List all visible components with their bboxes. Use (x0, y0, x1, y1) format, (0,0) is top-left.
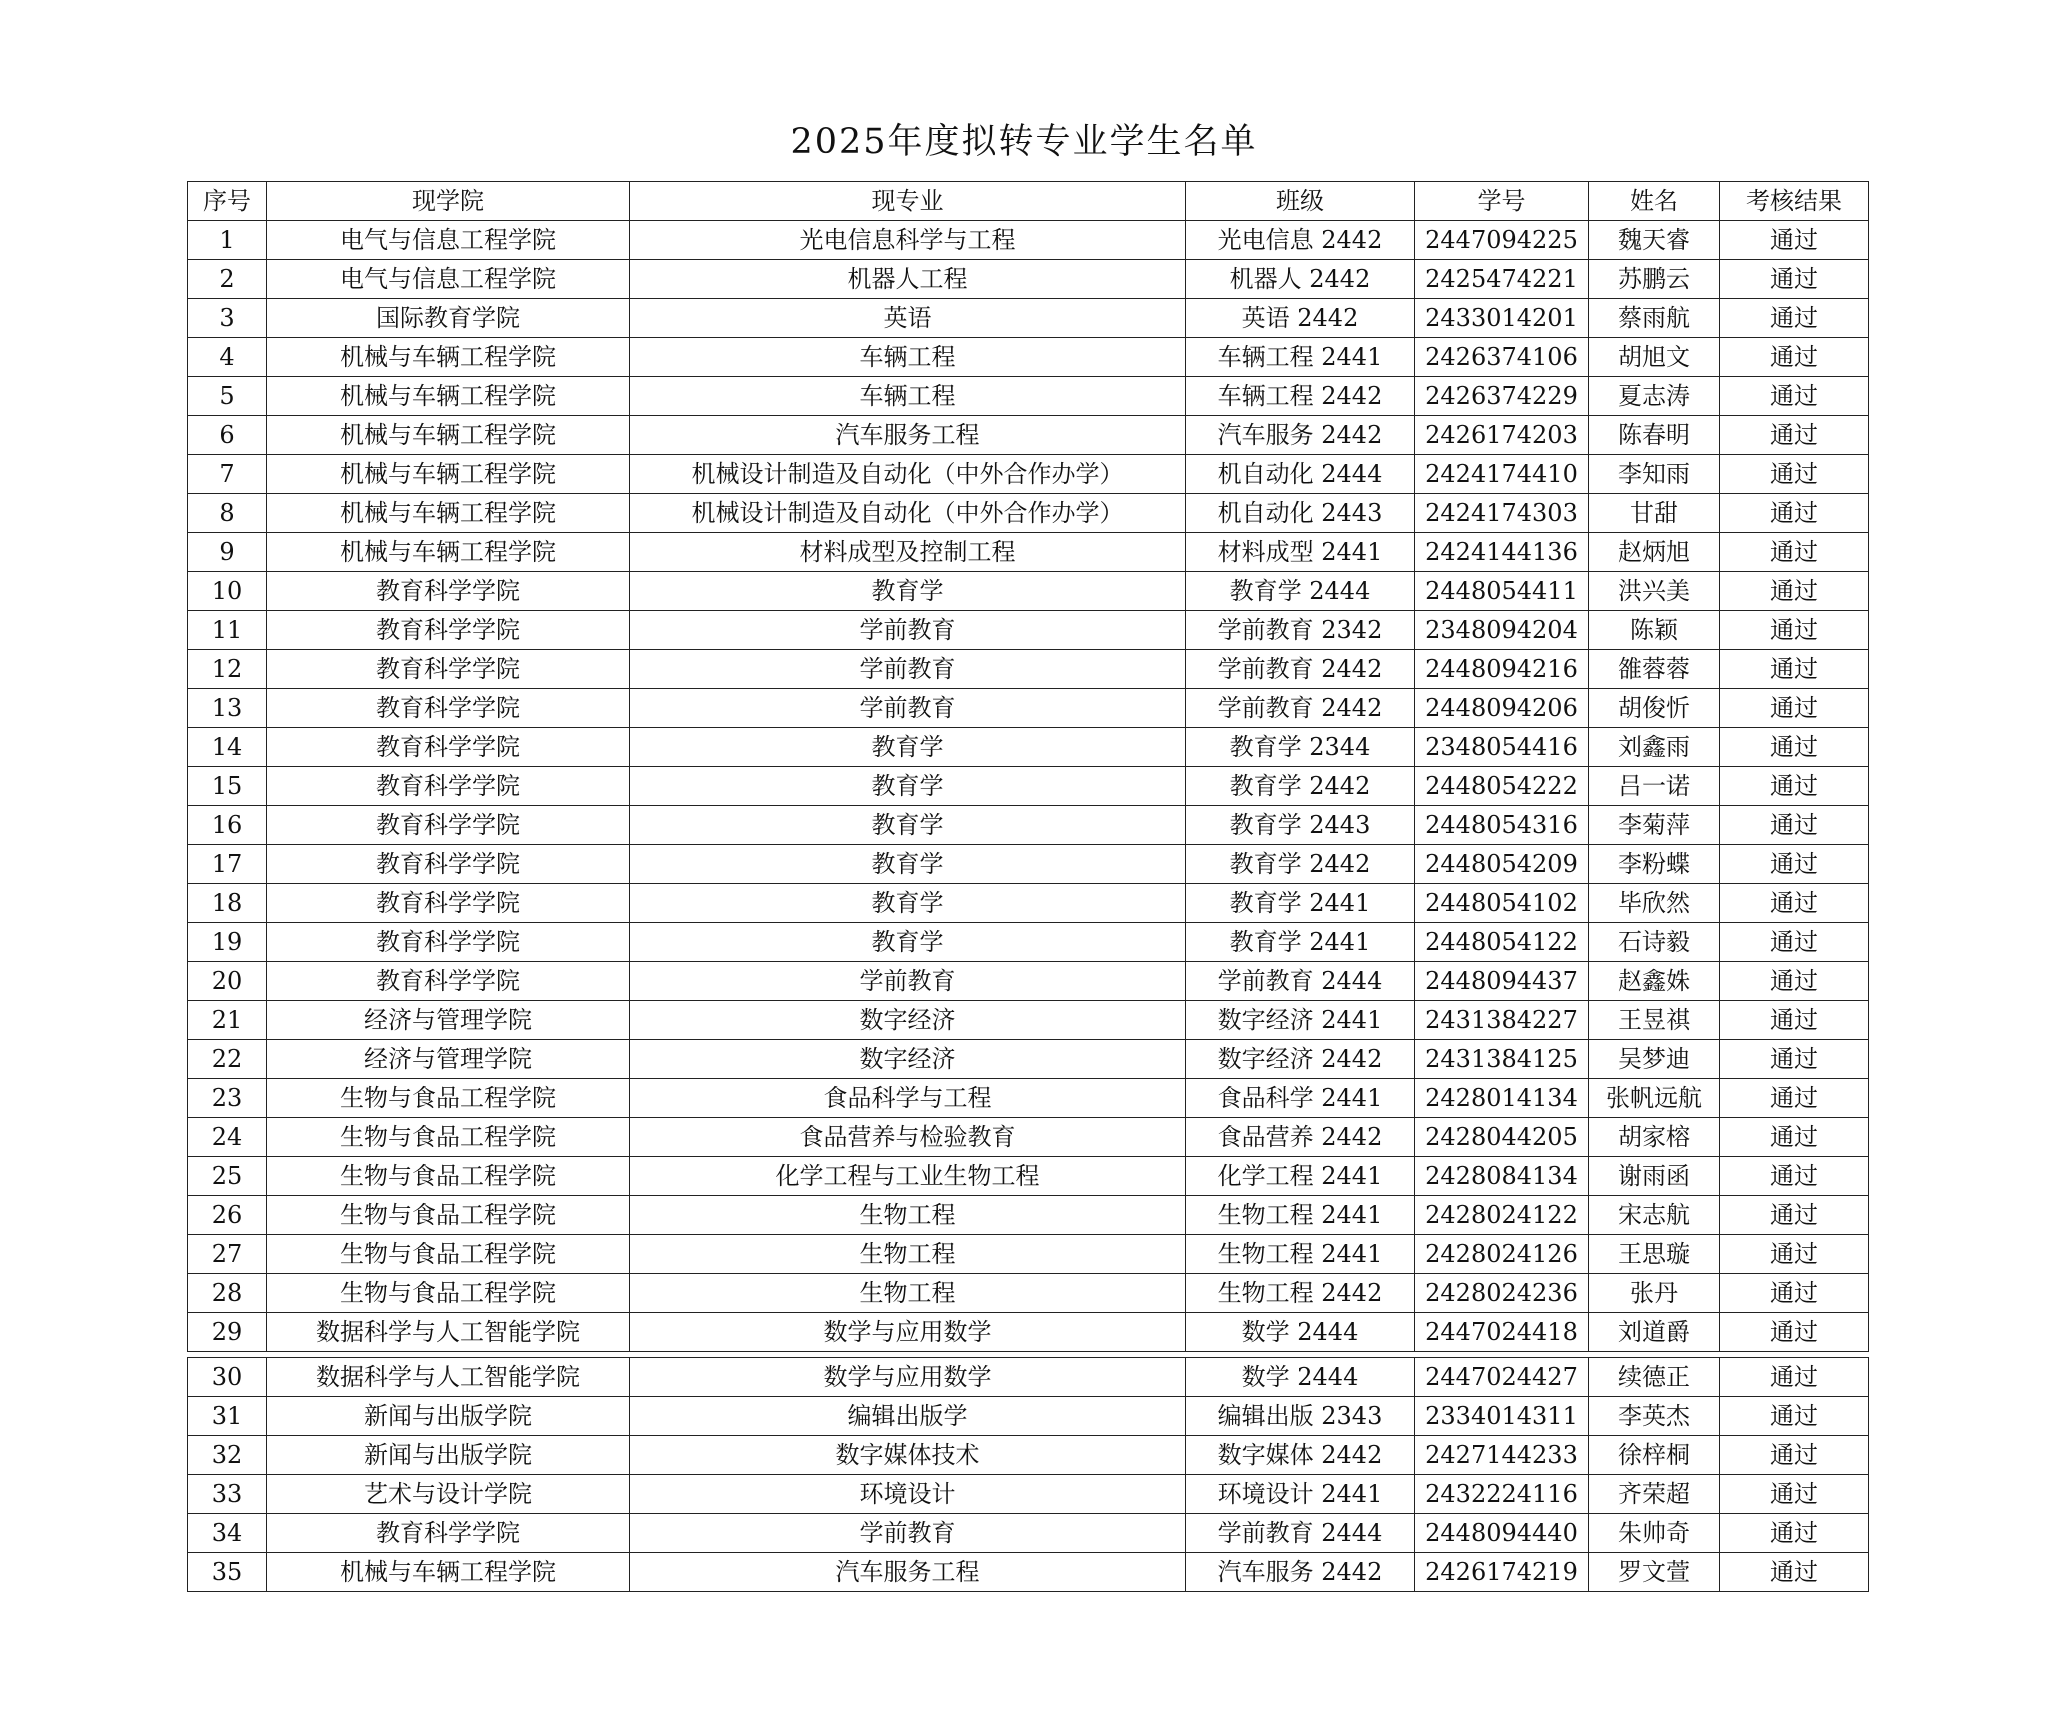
cell-major: 学前教育 (630, 689, 1186, 728)
table-row (188, 494, 1869, 533)
cell-class: 材料成型 2441 (1186, 533, 1415, 572)
cell-name: 李英杰 (1589, 1397, 1720, 1436)
cell-name: 魏天睿 (1589, 221, 1720, 260)
table-row (188, 1235, 1869, 1274)
cell-college: 经济与管理学院 (267, 1040, 630, 1079)
header-student-id: 学号 (1415, 182, 1589, 221)
cell-index: 29 (188, 1313, 267, 1352)
cell-college: 教育科学学院 (267, 1514, 630, 1553)
cell-major: 学前教育 (630, 611, 1186, 650)
table-row (188, 1079, 1869, 1118)
cell-result: 通过 (1720, 1274, 1869, 1313)
cell-index: 10 (188, 572, 267, 611)
cell-student-id: 2447024427 (1415, 1358, 1589, 1397)
cell-college: 生物与食品工程学院 (267, 1079, 630, 1118)
cell-college: 教育科学学院 (267, 767, 630, 806)
cell-college: 教育科学学院 (267, 845, 630, 884)
table-row (188, 806, 1869, 845)
cell-index: 35 (188, 1553, 267, 1592)
cell-college: 机械与车辆工程学院 (267, 338, 630, 377)
cell-result: 通过 (1720, 1436, 1869, 1475)
cell-student-id: 2424174303 (1415, 494, 1589, 533)
cell-class: 数学 2444 (1186, 1313, 1415, 1352)
cell-class: 英语 2442 (1186, 299, 1415, 338)
cell-class: 教育学 2344 (1186, 728, 1415, 767)
table-row (188, 1397, 1869, 1436)
cell-major: 车辆工程 (630, 338, 1186, 377)
cell-result: 通过 (1720, 1196, 1869, 1235)
table-row (188, 845, 1869, 884)
table-row (188, 299, 1869, 338)
cell-name: 宋志航 (1589, 1196, 1720, 1235)
cell-name: 夏志涛 (1589, 377, 1720, 416)
cell-result: 通过 (1720, 533, 1869, 572)
cell-class: 食品营养 2442 (1186, 1118, 1415, 1157)
cell-student-id: 2448094216 (1415, 650, 1589, 689)
cell-class: 化学工程 2441 (1186, 1157, 1415, 1196)
cell-student-id: 2348094204 (1415, 611, 1589, 650)
cell-result: 通过 (1720, 1118, 1869, 1157)
cell-result: 通过 (1720, 1079, 1869, 1118)
cell-index: 17 (188, 845, 267, 884)
cell-name: 洪兴美 (1589, 572, 1720, 611)
cell-major: 车辆工程 (630, 377, 1186, 416)
cell-class: 教育学 2441 (1186, 884, 1415, 923)
table-row (188, 221, 1869, 260)
cell-major: 教育学 (630, 923, 1186, 962)
cell-result: 通过 (1720, 299, 1869, 338)
cell-index: 18 (188, 884, 267, 923)
cell-result: 通过 (1720, 845, 1869, 884)
cell-name: 毕欣然 (1589, 884, 1720, 923)
cell-student-id: 2426374229 (1415, 377, 1589, 416)
cell-student-id: 2447024418 (1415, 1313, 1589, 1352)
cell-college: 数据科学与人工智能学院 (267, 1313, 630, 1352)
cell-index: 9 (188, 533, 267, 572)
cell-class: 教育学 2444 (1186, 572, 1415, 611)
cell-college: 电气与信息工程学院 (267, 221, 630, 260)
table-row (188, 1274, 1869, 1313)
cell-class: 车辆工程 2441 (1186, 338, 1415, 377)
header-index: 序号 (188, 182, 267, 221)
cell-student-id: 2428084134 (1415, 1157, 1589, 1196)
cell-college: 机械与车辆工程学院 (267, 455, 630, 494)
cell-result: 通过 (1720, 1040, 1869, 1079)
cell-major: 学前教育 (630, 1514, 1186, 1553)
cell-class: 汽车服务 2442 (1186, 416, 1415, 455)
cell-index: 24 (188, 1118, 267, 1157)
cell-index: 26 (188, 1196, 267, 1235)
cell-major: 英语 (630, 299, 1186, 338)
cell-result: 通过 (1720, 455, 1869, 494)
cell-college: 机械与车辆工程学院 (267, 1553, 630, 1592)
cell-name: 李粉蝶 (1589, 845, 1720, 884)
cell-index: 8 (188, 494, 267, 533)
table-row (188, 689, 1869, 728)
cell-index: 16 (188, 806, 267, 845)
cell-index: 12 (188, 650, 267, 689)
cell-result: 通过 (1720, 1475, 1869, 1514)
cell-major: 编辑出版学 (630, 1397, 1186, 1436)
table-row (188, 1313, 1869, 1352)
cell-name: 陈春明 (1589, 416, 1720, 455)
table-row (188, 416, 1869, 455)
table-row (188, 611, 1869, 650)
table-row (188, 962, 1869, 1001)
cell-student-id: 2426174219 (1415, 1553, 1589, 1592)
cell-college: 国际教育学院 (267, 299, 630, 338)
cell-college: 教育科学学院 (267, 806, 630, 845)
cell-name: 刘道爵 (1589, 1313, 1720, 1352)
cell-index: 22 (188, 1040, 267, 1079)
cell-index: 13 (188, 689, 267, 728)
cell-major: 机械设计制造及自动化（中外合作办学） (630, 455, 1186, 494)
cell-index: 15 (188, 767, 267, 806)
cell-college: 教育科学学院 (267, 728, 630, 767)
cell-student-id: 2426174203 (1415, 416, 1589, 455)
cell-class: 机自动化 2444 (1186, 455, 1415, 494)
cell-college: 教育科学学院 (267, 962, 630, 1001)
table-row (188, 377, 1869, 416)
cell-college: 新闻与出版学院 (267, 1436, 630, 1475)
table-row (188, 1358, 1869, 1397)
cell-class: 教育学 2443 (1186, 806, 1415, 845)
cell-college: 艺术与设计学院 (267, 1475, 630, 1514)
cell-student-id: 2433014201 (1415, 299, 1589, 338)
cell-class: 编辑出版 2343 (1186, 1397, 1415, 1436)
cell-result: 通过 (1720, 1553, 1869, 1592)
cell-college: 生物与食品工程学院 (267, 1235, 630, 1274)
cell-index: 27 (188, 1235, 267, 1274)
cell-college: 生物与食品工程学院 (267, 1274, 630, 1313)
cell-class: 生物工程 2442 (1186, 1274, 1415, 1313)
table-row (188, 650, 1869, 689)
cell-major: 化学工程与工业生物工程 (630, 1157, 1186, 1196)
table-row (188, 1196, 1869, 1235)
cell-index: 34 (188, 1514, 267, 1553)
cell-result: 通过 (1720, 494, 1869, 533)
cell-name: 蔡雨航 (1589, 299, 1720, 338)
table-row (188, 572, 1869, 611)
cell-result: 通过 (1720, 1397, 1869, 1436)
cell-name: 续德正 (1589, 1358, 1720, 1397)
cell-index: 23 (188, 1079, 267, 1118)
cell-result: 通过 (1720, 1001, 1869, 1040)
cell-major: 教育学 (630, 884, 1186, 923)
cell-index: 30 (188, 1358, 267, 1397)
cell-name: 石诗毅 (1589, 923, 1720, 962)
cell-student-id: 2348054416 (1415, 728, 1589, 767)
cell-college: 生物与食品工程学院 (267, 1157, 630, 1196)
cell-result: 通过 (1720, 767, 1869, 806)
cell-major: 生物工程 (630, 1235, 1186, 1274)
cell-student-id: 2448094437 (1415, 962, 1589, 1001)
cell-name: 吴梦迪 (1589, 1040, 1720, 1079)
header-class: 班级 (1186, 182, 1415, 221)
cell-result: 通过 (1720, 1514, 1869, 1553)
cell-major: 生物工程 (630, 1274, 1186, 1313)
cell-college: 数据科学与人工智能学院 (267, 1358, 630, 1397)
cell-class: 学前教育 2444 (1186, 1514, 1415, 1553)
cell-result: 通过 (1720, 806, 1869, 845)
cell-name: 罗文萱 (1589, 1553, 1720, 1592)
table-row (188, 1475, 1869, 1514)
cell-student-id: 2426374106 (1415, 338, 1589, 377)
cell-college: 新闻与出版学院 (267, 1397, 630, 1436)
cell-major: 教育学 (630, 728, 1186, 767)
cell-index: 20 (188, 962, 267, 1001)
cell-college: 生物与食品工程学院 (267, 1118, 630, 1157)
cell-result: 通过 (1720, 728, 1869, 767)
table-row (188, 923, 1869, 962)
cell-major: 学前教育 (630, 962, 1186, 1001)
cell-name: 朱帅奇 (1589, 1514, 1720, 1553)
cell-student-id: 2334014311 (1415, 1397, 1589, 1436)
cell-college: 经济与管理学院 (267, 1001, 630, 1040)
cell-result: 通过 (1720, 260, 1869, 299)
cell-class: 机器人 2442 (1186, 260, 1415, 299)
cell-index: 3 (188, 299, 267, 338)
cell-college: 教育科学学院 (267, 884, 630, 923)
table-row (188, 1157, 1869, 1196)
cell-major: 光电信息科学与工程 (630, 221, 1186, 260)
cell-major: 教育学 (630, 845, 1186, 884)
cell-major: 机械设计制造及自动化（中外合作办学） (630, 494, 1186, 533)
cell-college: 教育科学学院 (267, 611, 630, 650)
cell-major: 环境设计 (630, 1475, 1186, 1514)
cell-major: 汽车服务工程 (630, 1553, 1186, 1592)
cell-result: 通过 (1720, 338, 1869, 377)
cell-name: 甘甜 (1589, 494, 1720, 533)
cell-student-id: 2425474221 (1415, 260, 1589, 299)
table-row (188, 260, 1869, 299)
cell-class: 教育学 2442 (1186, 767, 1415, 806)
cell-name: 刘鑫雨 (1589, 728, 1720, 767)
table-body (188, 221, 1869, 1592)
header-result: 考核结果 (1720, 182, 1869, 221)
cell-name: 张丹 (1589, 1274, 1720, 1313)
cell-college: 电气与信息工程学院 (267, 260, 630, 299)
cell-name: 赵炳旭 (1589, 533, 1720, 572)
cell-student-id: 2428014134 (1415, 1079, 1589, 1118)
table-row (188, 1553, 1869, 1592)
cell-index: 33 (188, 1475, 267, 1514)
table-row (188, 767, 1869, 806)
cell-student-id: 2447094225 (1415, 221, 1589, 260)
header-college: 现学院 (267, 182, 630, 221)
cell-result: 通过 (1720, 689, 1869, 728)
table-row (188, 884, 1869, 923)
cell-name: 吕一诺 (1589, 767, 1720, 806)
cell-result: 通过 (1720, 962, 1869, 1001)
student-list-table (187, 181, 1869, 1592)
cell-college: 机械与车辆工程学院 (267, 416, 630, 455)
cell-name: 徐梓桐 (1589, 1436, 1720, 1475)
cell-result: 通过 (1720, 416, 1869, 455)
table-row (188, 533, 1869, 572)
cell-major: 数学与应用数学 (630, 1313, 1186, 1352)
cell-class: 生物工程 2441 (1186, 1196, 1415, 1235)
cell-student-id: 2424174410 (1415, 455, 1589, 494)
cell-college: 生物与食品工程学院 (267, 1196, 630, 1235)
cell-student-id: 2428024122 (1415, 1196, 1589, 1235)
cell-class: 光电信息 2442 (1186, 221, 1415, 260)
cell-result: 通过 (1720, 1235, 1869, 1274)
cell-student-id: 2431384125 (1415, 1040, 1589, 1079)
cell-college: 教育科学学院 (267, 689, 630, 728)
header-name: 姓名 (1589, 182, 1720, 221)
cell-class: 车辆工程 2442 (1186, 377, 1415, 416)
cell-major: 教育学 (630, 572, 1186, 611)
cell-student-id: 2431384227 (1415, 1001, 1589, 1040)
cell-class: 学前教育 2442 (1186, 650, 1415, 689)
table-row (188, 338, 1869, 377)
cell-name: 雒蓉蓉 (1589, 650, 1720, 689)
cell-result: 通过 (1720, 611, 1869, 650)
cell-major: 生物工程 (630, 1196, 1186, 1235)
cell-major: 数字经济 (630, 1040, 1186, 1079)
cell-student-id: 2448054209 (1415, 845, 1589, 884)
cell-major: 食品科学与工程 (630, 1079, 1186, 1118)
cell-name: 谢雨函 (1589, 1157, 1720, 1196)
cell-major: 教育学 (630, 806, 1186, 845)
cell-index: 21 (188, 1001, 267, 1040)
cell-name: 齐荣超 (1589, 1475, 1720, 1514)
cell-student-id: 2428024126 (1415, 1235, 1589, 1274)
cell-result: 通过 (1720, 572, 1869, 611)
cell-college: 机械与车辆工程学院 (267, 494, 630, 533)
cell-major: 教育学 (630, 767, 1186, 806)
cell-student-id: 2428044205 (1415, 1118, 1589, 1157)
cell-student-id: 2448054122 (1415, 923, 1589, 962)
cell-major: 数字经济 (630, 1001, 1186, 1040)
cell-college: 教育科学学院 (267, 650, 630, 689)
student-list-table-container (187, 181, 1868, 1592)
cell-index: 31 (188, 1397, 267, 1436)
cell-student-id: 2448094206 (1415, 689, 1589, 728)
cell-major: 材料成型及控制工程 (630, 533, 1186, 572)
cell-name: 李菊萍 (1589, 806, 1720, 845)
cell-class: 生物工程 2441 (1186, 1235, 1415, 1274)
cell-name: 王昱祺 (1589, 1001, 1720, 1040)
cell-major: 汽车服务工程 (630, 416, 1186, 455)
cell-student-id: 2427144233 (1415, 1436, 1589, 1475)
cell-class: 数学 2444 (1186, 1358, 1415, 1397)
cell-name: 王思璇 (1589, 1235, 1720, 1274)
cell-result: 通过 (1720, 1157, 1869, 1196)
cell-class: 教育学 2441 (1186, 923, 1415, 962)
cell-student-id: 2448054316 (1415, 806, 1589, 845)
cell-student-id: 2432224116 (1415, 1475, 1589, 1514)
page-title: 2025年度拟转专业学生名单 (790, 122, 1258, 162)
cell-index: 32 (188, 1436, 267, 1475)
cell-name: 胡旭文 (1589, 338, 1720, 377)
cell-result: 通过 (1720, 1313, 1869, 1352)
cell-index: 6 (188, 416, 267, 455)
cell-student-id: 2428024236 (1415, 1274, 1589, 1313)
cell-student-id: 2448054222 (1415, 767, 1589, 806)
table-row (188, 1001, 1869, 1040)
table-row (188, 1514, 1869, 1553)
cell-result: 通过 (1720, 650, 1869, 689)
cell-student-id: 2448094440 (1415, 1514, 1589, 1553)
cell-index: 2 (188, 260, 267, 299)
cell-name: 胡家榕 (1589, 1118, 1720, 1157)
table-row (188, 728, 1869, 767)
cell-college: 机械与车辆工程学院 (267, 377, 630, 416)
cell-name: 赵鑫姝 (1589, 962, 1720, 1001)
cell-name: 苏鹏云 (1589, 260, 1720, 299)
cell-major: 学前教育 (630, 650, 1186, 689)
cell-class: 数字经济 2441 (1186, 1001, 1415, 1040)
cell-class: 食品科学 2441 (1186, 1079, 1415, 1118)
table-row (188, 1118, 1869, 1157)
cell-class: 数字媒体 2442 (1186, 1436, 1415, 1475)
cell-index: 1 (188, 221, 267, 260)
cell-class: 学前教育 2442 (1186, 689, 1415, 728)
cell-index: 19 (188, 923, 267, 962)
cell-result: 通过 (1720, 884, 1869, 923)
cell-result: 通过 (1720, 1358, 1869, 1397)
cell-major: 机器人工程 (630, 260, 1186, 299)
cell-index: 7 (188, 455, 267, 494)
cell-student-id: 2448054102 (1415, 884, 1589, 923)
cell-class: 数字经济 2442 (1186, 1040, 1415, 1079)
cell-index: 28 (188, 1274, 267, 1313)
header-major: 现专业 (630, 182, 1186, 221)
cell-major: 数学与应用数学 (630, 1358, 1186, 1397)
cell-college: 教育科学学院 (267, 923, 630, 962)
cell-major: 食品营养与检验教育 (630, 1118, 1186, 1157)
cell-index: 4 (188, 338, 267, 377)
cell-name: 陈颖 (1589, 611, 1720, 650)
cell-class: 机自动化 2443 (1186, 494, 1415, 533)
table-row (188, 1040, 1869, 1079)
cell-result: 通过 (1720, 377, 1869, 416)
cell-index: 14 (188, 728, 267, 767)
table-header-row (188, 182, 1869, 221)
cell-class: 环境设计 2441 (1186, 1475, 1415, 1514)
cell-name: 张帆远航 (1589, 1079, 1720, 1118)
cell-index: 11 (188, 611, 267, 650)
cell-result: 通过 (1720, 923, 1869, 962)
table-row (188, 1436, 1869, 1475)
cell-college: 机械与车辆工程学院 (267, 533, 630, 572)
cell-college: 教育科学学院 (267, 572, 630, 611)
table-row (188, 455, 1869, 494)
cell-class: 汽车服务 2442 (1186, 1553, 1415, 1592)
cell-name: 李知雨 (1589, 455, 1720, 494)
cell-student-id: 2424144136 (1415, 533, 1589, 572)
cell-student-id: 2448054411 (1415, 572, 1589, 611)
cell-class: 学前教育 2342 (1186, 611, 1415, 650)
cell-major: 数字媒体技术 (630, 1436, 1186, 1475)
cell-result: 通过 (1720, 221, 1869, 260)
cell-name: 胡俊忻 (1589, 689, 1720, 728)
cell-index: 5 (188, 377, 267, 416)
cell-class: 学前教育 2444 (1186, 962, 1415, 1001)
cell-class: 教育学 2442 (1186, 845, 1415, 884)
cell-index: 25 (188, 1157, 267, 1196)
